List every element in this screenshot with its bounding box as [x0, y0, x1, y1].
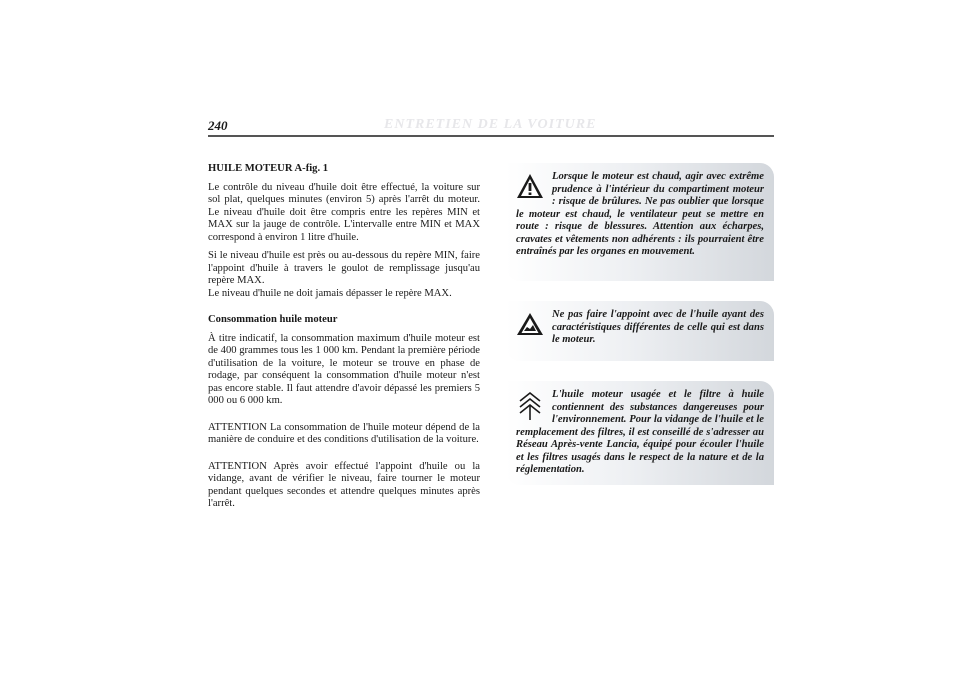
- section-heading: HUILE MOTEUR A-fig. 1: [208, 163, 329, 174]
- paragraph-max: Le niveau d'huile ne doit jamais dépasser le repère MAX.: [208, 287, 452, 299]
- left-column: [208, 163, 480, 517]
- environment-tree-icon: [516, 391, 544, 421]
- paragraph-attention-2: ATTENTION Après avoir effectué l'appoint d'huile ou la vidange, avant de vérifier le niveau, faire tourner le moteur pendant quelques secondes et attendre quelques minutes après l'arrêt.: [208, 460, 480, 509]
- warning-triangle-icon: [516, 173, 544, 203]
- paragraph-consumption: À titre indicatif, la consommation maximum d'huile moteur est de 400 grammes tous les 1 000 km. Pendant la première période d'utilisation de la voiture, le moteur se trouve en phase de rodage, par conséquent la consommation d'huile moteur n'est pas encore stable. Il faut attendre d'avoir dépassé les premiers 5 000 ou 6 000 km.: [208, 332, 480, 406]
- header-rule: [208, 135, 774, 137]
- paragraph-attention-1: ATTENTION La consommation de l'huile moteur dépend de la manière de conduire et des conditions d'utilisation de la voiture.: [208, 421, 480, 445]
- environment-text: L'huile moteur usagée et le filtre à huile contiennent des substances dangereuses pour l'environnement. Pour la vidange de l'huile et le remplacement des filtres, il est conseillé de s'adresser au Réseau Après-vente Lancia, équipé pour écouler l'huile et les filtres usagés dans le respect de la nature et de la réglementation.: [516, 389, 764, 475]
- paragraph-topup: Si le niveau d'huile est près ou au-dessous du repère MIN, faire l'appoint d'huile à travers le goulot de remplissage jusqu'au repère MAX.: [208, 250, 480, 286]
- paragraph-check-level: Le contrôle du niveau d'huile doit être effectué, la voiture sur sol plat, quelques minutes (environ 5) après l'arrêt du moteur. Le niveau d'huile doit être compris entre les repères MIN et MAX sur la jauge de contrôle. L'intervalle entre MIN et MAX correspond à environ 1 litre d'huile.: [208, 181, 480, 243]
- warning-notice-hot-engine: [506, 163, 774, 281]
- page-number: 240: [208, 118, 228, 133]
- subsection-heading: Consommation huile moteur: [208, 314, 338, 325]
- caution-triangle-icon: [516, 311, 544, 341]
- running-title: ENTRETIEN DE LA VOITURE: [384, 117, 597, 132]
- caution-notice-oil-type: [506, 301, 774, 361]
- caution-text: Ne pas faire l'appoint avec de l'huile ayant des caractéristiques différentes de celle qui est dans le moteur.: [552, 309, 764, 345]
- warning-text: Lorsque le moteur est chaud, agir avec extrême prudence à l'intérieur du compartiment moteur : risque de brûlures. Ne pas oublier que lorsque le moteur est chaud, le ventilateur peut se mettre en route : risque de blessures. Attention aux écharpes, cravates et vêtements non adhérents : ils pourraient être entraînés par les organes en mouvement.: [516, 171, 764, 257]
- environment-notice: [506, 381, 774, 485]
